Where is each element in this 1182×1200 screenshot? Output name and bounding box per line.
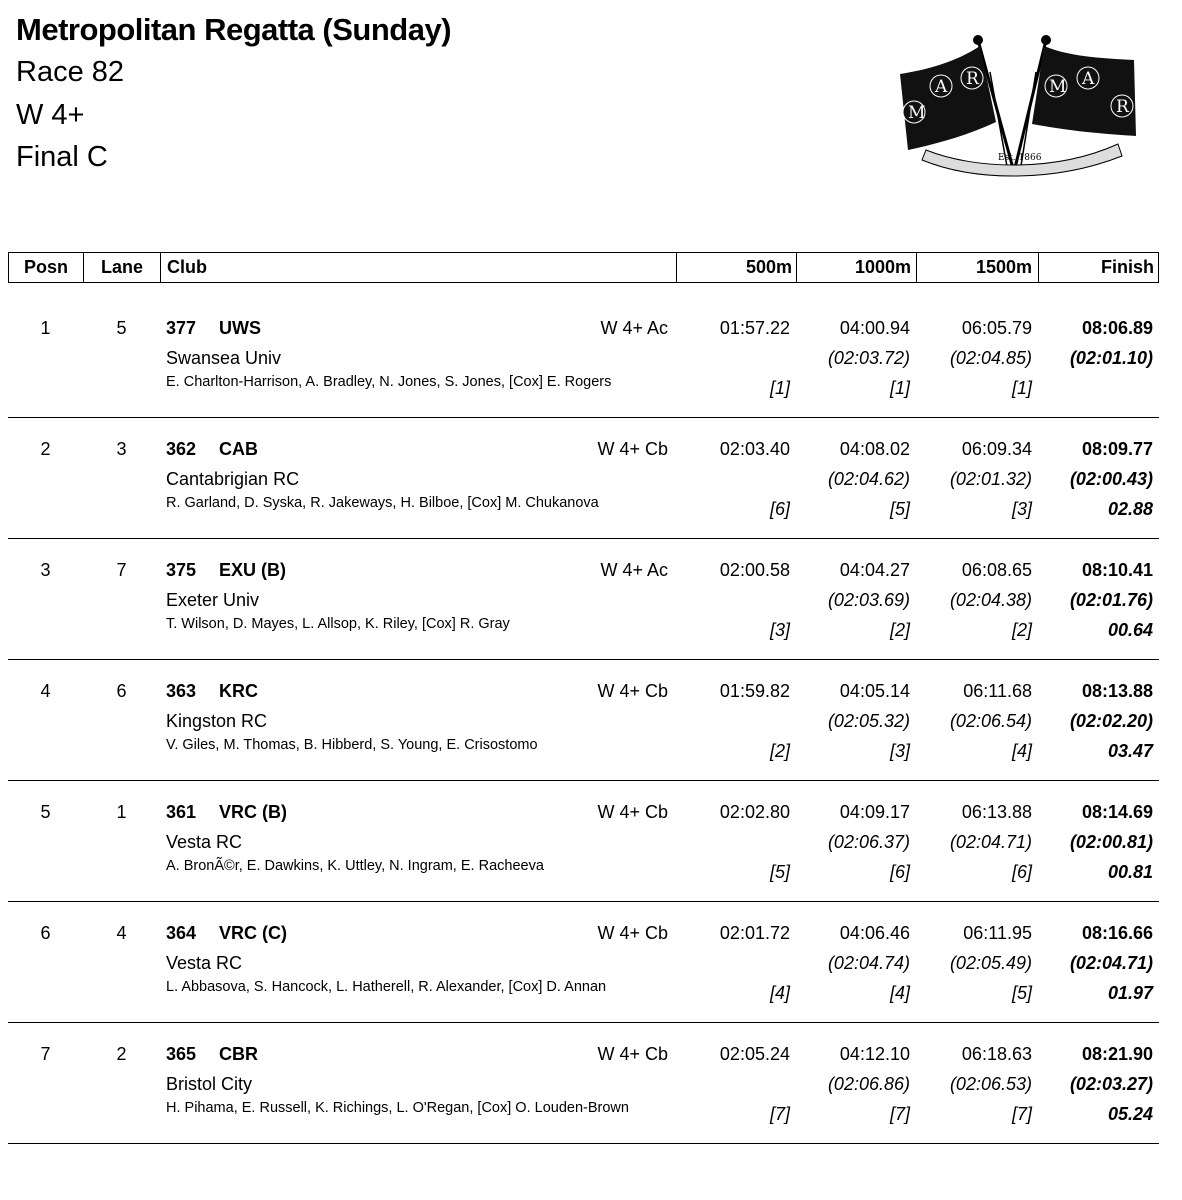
result-posn: 6 bbox=[40, 923, 51, 943]
result-margin: 03.47 bbox=[1107, 741, 1153, 761]
result-time-1500m: 06:11.68 bbox=[963, 681, 1032, 701]
result-boat-number: 377 bbox=[166, 318, 197, 338]
event-name: W 4+ bbox=[16, 99, 85, 131]
result-rank-1500m: [2] bbox=[1011, 620, 1032, 640]
result-time-1000m: 04:05.14 bbox=[839, 681, 910, 701]
logo-est-text: Est. 1866 bbox=[998, 153, 1042, 163]
result-row bbox=[8, 417, 1159, 539]
result-crew-list: L. Abbasova, S. Hancock, L. Hatherell, R. Alexander, [Cox] D. Annan bbox=[166, 979, 607, 995]
result-category: W 4+ Ac bbox=[600, 560, 668, 580]
result-split-1500m: (02:01.32) bbox=[949, 469, 1032, 489]
result-lane: 1 bbox=[116, 802, 127, 822]
result-rank-1000m: [5] bbox=[889, 499, 910, 519]
svg-text:A: A bbox=[935, 77, 948, 97]
result-time-500m: 01:57.22 bbox=[719, 318, 790, 338]
result-rank-1500m: [7] bbox=[1011, 1104, 1032, 1124]
col-club: Club bbox=[161, 253, 677, 282]
result-time-1500m: 06:09.34 bbox=[961, 439, 1032, 459]
result-time-500m: 02:02.80 bbox=[719, 802, 790, 822]
result-time-500m: 02:01.72 bbox=[719, 923, 790, 943]
result-margin: 05.24 bbox=[1107, 1104, 1153, 1124]
col-posn: Posn bbox=[9, 253, 84, 282]
result-crew-list: R. Garland, D. Syska, R. Jakeways, H. Bilboe, [Cox] M. Chukanova bbox=[166, 495, 599, 511]
result-posn: 5 bbox=[40, 802, 51, 822]
result-crew-code: CBR bbox=[219, 1044, 258, 1064]
result-finish-time: 08:06.89 bbox=[1081, 318, 1153, 338]
result-lane: 5 bbox=[116, 318, 127, 338]
result-boat-number: 361 bbox=[166, 802, 197, 822]
col-lane: Lane bbox=[84, 253, 161, 282]
result-rank-1000m: [2] bbox=[889, 620, 910, 640]
result-boat-number: 365 bbox=[166, 1044, 197, 1064]
results-header bbox=[8, 252, 1159, 283]
result-crew-code: VRC (C) bbox=[219, 923, 287, 943]
result-rank-1000m: [7] bbox=[889, 1104, 910, 1124]
result-time-500m: 02:00.58 bbox=[719, 560, 790, 580]
result-finish-time: 08:13.88 bbox=[1081, 681, 1153, 701]
logo-left-letter bbox=[903, 101, 925, 123]
race-number: Race 82 bbox=[16, 56, 125, 88]
result-rank-1500m: [3] bbox=[1011, 499, 1032, 519]
result-split-finish: (02:00.81) bbox=[1069, 832, 1153, 852]
col-finish: Finish bbox=[1101, 257, 1154, 277]
result-club-name: Vesta RC bbox=[166, 832, 243, 852]
result-split-1500m: (02:06.54) bbox=[949, 711, 1032, 731]
result-club-name: Swansea Univ bbox=[166, 348, 282, 368]
result-category: W 4+ Cb bbox=[597, 439, 668, 459]
result-time-1500m: 06:05.79 bbox=[961, 318, 1032, 338]
result-crew-list: H. Pihama, E. Russell, K. Richings, L. O'Regan, [Cox] O. Louden-Brown bbox=[166, 1100, 629, 1116]
result-row bbox=[8, 659, 1159, 781]
result-boat-number: 364 bbox=[166, 923, 197, 943]
result-club-name: Vesta RC bbox=[166, 953, 243, 973]
club-logo bbox=[896, 32, 1146, 177]
logo-right-letter bbox=[1045, 75, 1067, 97]
result-rank-500m: [7] bbox=[769, 1104, 790, 1124]
result-category: W 4+ Ac bbox=[600, 318, 668, 338]
result-split-1500m: (02:05.49) bbox=[949, 953, 1032, 973]
result-posn: 1 bbox=[40, 318, 51, 338]
result-posn: 3 bbox=[40, 560, 51, 580]
result-rank-500m: [3] bbox=[769, 620, 790, 640]
result-rank-500m: [6] bbox=[769, 499, 790, 519]
round-name: Final C bbox=[16, 141, 108, 173]
result-time-1500m: 06:11.95 bbox=[963, 923, 1032, 943]
col-500m: 500m bbox=[677, 253, 797, 282]
result-time-1500m: 06:13.88 bbox=[961, 802, 1032, 822]
page-title: Metropolitan Regatta (Sunday) bbox=[16, 12, 452, 47]
result-split-1000m: (02:06.37) bbox=[827, 832, 910, 852]
result-crew-code: CAB bbox=[219, 439, 258, 459]
result-row bbox=[8, 538, 1159, 660]
result-margin: 01.97 bbox=[1107, 983, 1153, 1003]
result-split-finish: (02:02.20) bbox=[1069, 711, 1153, 731]
result-category: W 4+ Cb bbox=[597, 923, 668, 943]
result-crew-list: V. Giles, M. Thomas, B. Hibberd, S. Young, E. Crisostomo bbox=[166, 737, 538, 753]
result-boat-number: 362 bbox=[166, 439, 197, 459]
result-lane: 7 bbox=[116, 560, 127, 580]
result-posn: 2 bbox=[40, 439, 51, 459]
result-row bbox=[8, 1022, 1159, 1144]
result-time-1000m: 04:08.02 bbox=[839, 439, 910, 459]
logo-right-letter bbox=[1111, 95, 1133, 117]
result-rank-1000m: [1] bbox=[889, 378, 910, 398]
result-rank-500m: [5] bbox=[769, 862, 790, 882]
svg-text:R: R bbox=[966, 69, 979, 89]
result-rank-500m: [4] bbox=[769, 983, 790, 1003]
result-row bbox=[8, 296, 1159, 418]
result-category: W 4+ Cb bbox=[597, 681, 668, 701]
result-rank-1000m: [6] bbox=[889, 862, 910, 882]
col-1000m: 1000m bbox=[797, 253, 917, 282]
result-split-1500m: (02:04.38) bbox=[949, 590, 1032, 610]
result-crew-code: EXU (B) bbox=[219, 560, 286, 580]
result-time-1000m: 04:06.46 bbox=[839, 923, 910, 943]
result-club-name: Kingston RC bbox=[166, 711, 268, 731]
result-split-1000m: (02:04.74) bbox=[827, 953, 910, 973]
result-split-1000m: (02:04.62) bbox=[827, 469, 910, 489]
result-category: W 4+ Cb bbox=[597, 802, 668, 822]
logo-left-letter bbox=[930, 75, 952, 97]
result-margin: 00.64 bbox=[1107, 620, 1153, 640]
result-split-1000m: (02:05.32) bbox=[827, 711, 910, 731]
svg-text:M: M bbox=[1049, 77, 1067, 97]
svg-text:A: A bbox=[1082, 69, 1095, 89]
col-1500m: 1500m bbox=[917, 253, 1039, 282]
result-split-1500m: (02:06.53) bbox=[949, 1074, 1032, 1094]
result-split-1500m: (02:04.85) bbox=[949, 348, 1032, 368]
result-time-1000m: 04:09.17 bbox=[839, 802, 910, 822]
result-row bbox=[8, 780, 1159, 902]
result-finish-time: 08:14.69 bbox=[1081, 802, 1153, 822]
result-margin: 00.81 bbox=[1107, 862, 1153, 882]
result-rank-500m: [1] bbox=[769, 378, 790, 398]
result-crew-code: UWS bbox=[219, 318, 261, 338]
result-lane: 4 bbox=[116, 923, 127, 943]
result-lane: 6 bbox=[116, 681, 127, 701]
result-split-finish: (02:01.10) bbox=[1069, 348, 1153, 368]
result-split-finish: (02:04.71) bbox=[1069, 953, 1153, 973]
logo-right-letter bbox=[1077, 67, 1099, 89]
result-time-500m: 02:05.24 bbox=[719, 1044, 790, 1064]
result-finish-time: 08:10.41 bbox=[1081, 560, 1153, 580]
result-split-finish: (02:03.27) bbox=[1069, 1074, 1153, 1094]
result-finish-time: 08:21.90 bbox=[1081, 1044, 1153, 1064]
result-time-500m: 02:03.40 bbox=[719, 439, 790, 459]
result-split-finish: (02:01.76) bbox=[1069, 590, 1153, 610]
result-posn: 7 bbox=[40, 1044, 51, 1064]
result-time-1500m: 06:08.65 bbox=[961, 560, 1032, 580]
svg-text:M: M bbox=[908, 103, 926, 123]
result-posn: 4 bbox=[40, 681, 51, 701]
logo-left-letter bbox=[961, 67, 983, 89]
result-finish-time: 08:09.77 bbox=[1081, 439, 1153, 459]
result-time-1000m: 04:12.10 bbox=[839, 1044, 910, 1064]
result-split-1000m: (02:06.86) bbox=[827, 1074, 910, 1094]
result-crew-code: VRC (B) bbox=[219, 802, 287, 822]
result-club-name: Bristol City bbox=[166, 1074, 253, 1094]
result-lane: 2 bbox=[116, 1044, 127, 1064]
result-category: W 4+ Cb bbox=[597, 1044, 668, 1064]
result-finish-time: 08:16.66 bbox=[1081, 923, 1153, 943]
result-time-1000m: 04:04.27 bbox=[839, 560, 910, 580]
result-club-name: Cantabrigian RC bbox=[166, 469, 300, 489]
result-crew-list: E. Charlton-Harrison, A. Bradley, N. Jones, S. Jones, [Cox] E. Rogers bbox=[166, 374, 612, 390]
result-rank-1500m: [4] bbox=[1011, 741, 1032, 761]
result-crew-code: KRC bbox=[219, 681, 258, 701]
result-split-1000m: (02:03.72) bbox=[827, 348, 910, 368]
result-split-1500m: (02:04.71) bbox=[949, 832, 1032, 852]
result-rank-1500m: [6] bbox=[1011, 862, 1032, 882]
result-lane: 3 bbox=[116, 439, 127, 459]
result-time-1000m: 04:00.94 bbox=[839, 318, 910, 338]
result-row bbox=[8, 901, 1159, 1023]
result-boat-number: 375 bbox=[166, 560, 197, 580]
result-rank-500m: [2] bbox=[769, 741, 790, 761]
result-margin: 02.88 bbox=[1107, 499, 1153, 519]
result-split-finish: (02:00.43) bbox=[1069, 469, 1153, 489]
result-rank-1000m: [3] bbox=[889, 741, 910, 761]
result-time-1500m: 06:18.63 bbox=[961, 1044, 1032, 1064]
result-split-1000m: (02:03.69) bbox=[827, 590, 910, 610]
result-rank-1500m: [5] bbox=[1011, 983, 1032, 1003]
result-crew-list: T. Wilson, D. Mayes, L. Allsop, K. Riley, [Cox] R. Gray bbox=[166, 616, 510, 632]
result-boat-number: 363 bbox=[166, 681, 197, 701]
result-club-name: Exeter Univ bbox=[166, 590, 260, 610]
result-time-500m: 01:59.82 bbox=[719, 681, 790, 701]
result-crew-list: A. BronÃ©r, E. Dawkins, K. Uttley, N. Ingram, E. Racheeva bbox=[166, 858, 544, 874]
result-rank-1500m: [1] bbox=[1011, 378, 1032, 398]
result-rank-1000m: [4] bbox=[889, 983, 910, 1003]
svg-text:R: R bbox=[1116, 97, 1129, 117]
